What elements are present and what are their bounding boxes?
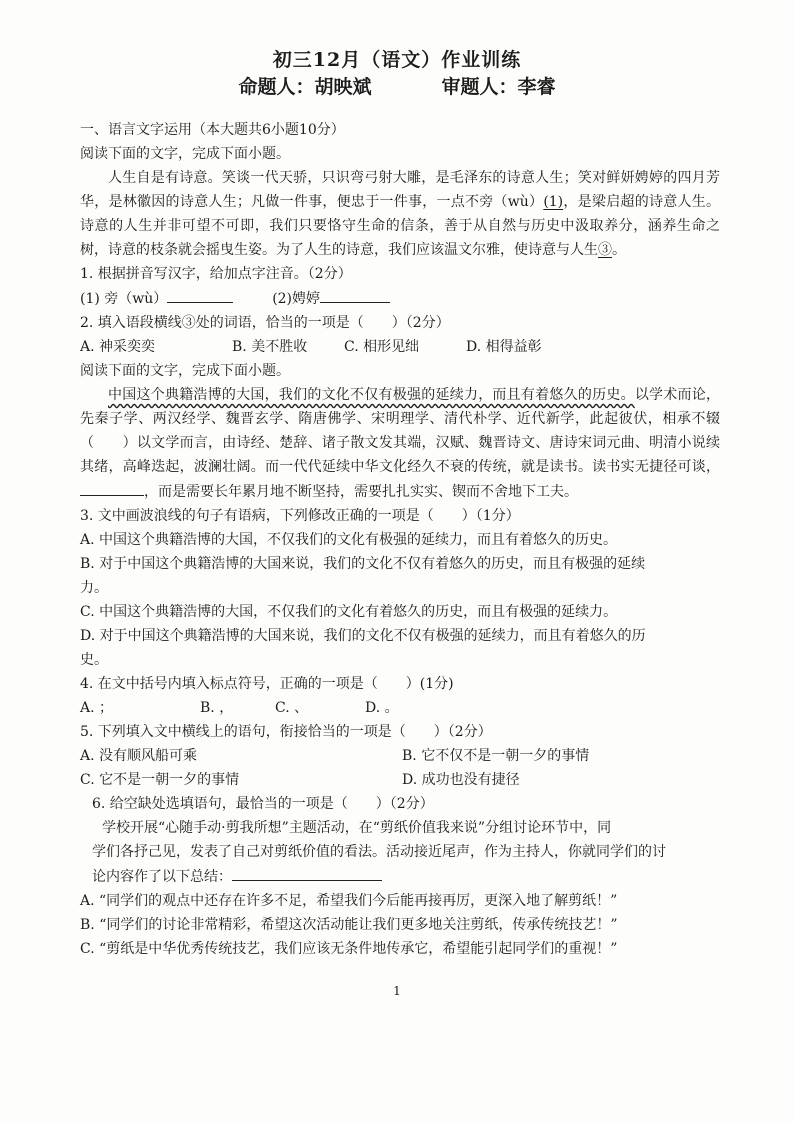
question-4-stem: 4. 在文中括号内填入标点符号，正确的一项是（ ）(1分) xyxy=(80,676,454,692)
q5-option-b[interactable]: B. 它不仅不是一朝一夕的事情 xyxy=(402,748,590,764)
q6-option-c[interactable]: C. “剪纸是中华优秀传统技艺，我们应该无条件地传承它，希望能引起同学们的重视！” xyxy=(80,941,618,957)
question-4-options xyxy=(80,696,720,720)
question-1-parts: (1) 旁（wù） (2)娉婷 xyxy=(80,286,720,311)
q4-option-d[interactable]: D. 。 xyxy=(365,700,399,716)
q4-option-a[interactable]: A. ； xyxy=(80,700,114,716)
page-title: 初三12月（语文）作业训练 xyxy=(272,49,522,71)
q2-option-a[interactable]: A. 神采奕奕 xyxy=(80,339,156,355)
q2-option-c[interactable]: C. 相形见绌 xyxy=(344,339,420,355)
answer-blank-2[interactable] xyxy=(320,286,390,303)
question-1-stem: 1. 根据拼音写汉字，给加点字注音。（2分） xyxy=(80,266,352,282)
q4-option-b[interactable]: B. ， xyxy=(200,700,234,716)
q5-option-d[interactable]: D. 成功也没有捷径 xyxy=(402,772,520,788)
q5-options-row-2 xyxy=(80,768,720,792)
question-5-stem: 5. 下列填入文中横线上的语句，衔接恰当的一项是（ ）（2分） xyxy=(80,724,492,740)
wavy-sentence: 中国这个典籍浩博的大国，我们的文化不仅有极强的延续力，而且有着悠久的历史。 xyxy=(108,387,635,403)
question-6-stem: 6. 给空缺处选填语句，最恰当的一项是（ ）（2分） xyxy=(92,796,434,812)
question-2-stem: 2. 填入语段横线③处的词语，恰当的一项是（ ）（2分） xyxy=(80,315,450,331)
section-heading: 一、语言文字运用（本大题共6小题10分） xyxy=(80,122,345,138)
reading-intro-1: 阅读下面的文字，完成下面小题。 xyxy=(80,146,290,162)
q6-body-2: 学们各抒己见，发表了自己对剪纸价值的看法。活动接近尾声，作为主持人，你就同学们的讨 xyxy=(92,844,666,860)
authors-line xyxy=(0,74,794,100)
q5-options-row-1 xyxy=(80,744,720,768)
q6-option-a[interactable]: A. “同学们的观点中还存在许多不足，希望我们今后能再接再厉，更深入地了解剪纸！” xyxy=(80,893,618,909)
q6-body-1: 学校开展“心随手动·剪我所想”主题活动，在“剪纸价值我来说”分组讨论环节中，同 xyxy=(102,820,612,836)
question-2-options xyxy=(80,335,720,359)
q6-answer-blank[interactable] xyxy=(232,864,382,881)
blank-3: ③ xyxy=(598,242,612,258)
question-3-stem: 3. 文中画波浪线的句子有语病，下列修改正确的一项是（ ）（1分） xyxy=(80,508,520,524)
q3-option-a[interactable]: A. 中国这个典籍浩博的大国，不仅我们的文化有极强的延续力，而且有着悠久的历史。 xyxy=(80,532,618,548)
header xyxy=(0,48,794,100)
q6-body-3: 论内容作了以下总结： xyxy=(80,864,720,889)
q4-option-c[interactable]: C. 、 xyxy=(275,700,309,716)
passage-2-blank xyxy=(80,479,144,496)
passage-2: 中国这个典籍浩博的大国，我们的文化不仅有极强的延续力，而且有着悠久的历史。以学术而论，先秦子学、两汉经学、魏晋玄学、隋唐佛学、宋明理学、清代朴学、近代新学，此起彼伏，相承不辍（ ）以文学而言，由诗经、楚辞、诸子散文发其端，汉赋、魏晋诗文、唐诗宋词元曲、明清小说续其绪，高峰迭起，波澜壮阔。而一代代延续中华文化经久不衰的传统，就是读书。读书实无捷径可谈，，而是需要长年累月地不断坚持，需要扎扎实实、锲而不舍地下工夫。 xyxy=(80,387,721,500)
setter-label: 命题人：胡映斌 xyxy=(238,76,372,98)
q3-option-c[interactable]: C. 中国这个典籍浩博的大国，不仅我们的文化有着悠久的历史，而且有极强的延续力。 xyxy=(80,604,618,620)
q2-option-b[interactable]: B. 美不胜收 xyxy=(232,339,308,355)
q3-option-b[interactable]: B. 对于中国这个典籍浩博的大国来说，我们的文化不仅有着悠久的历史，而且有极强的延续 xyxy=(80,556,646,572)
q5-option-c[interactable]: C. 它不是一朝一夕的事情 xyxy=(80,772,240,788)
reviewer-label: 审题人：李睿 xyxy=(441,76,556,98)
reading-intro-2: 阅读下面的文字，完成下面小题。 xyxy=(80,363,290,379)
q3-option-d[interactable]: D. 对于中国这个典籍浩博的大国来说，我们的文化不仅有极强的延续力，而且有着悠久的历 xyxy=(80,628,646,644)
passage-1: 人生自是有诗意。笑谈一代天骄，只识弯弓射大雕，是毛泽东的诗意人生；笑对鲜妍娉婷的四月芳华，是林徽因的诗意人生；凡做一件事，便忠于一件事，一点不旁（wù）(1)，是梁启超的诗意人生。诗意的人生并非可望不可即，我们只要恪守生命的信条，善于从自然与历史中汲取养分，涵养生命之树，诗意的枝条就会摇曳生姿。为了人生的诗意，我们应该温文尔雅，使诗意与人生③。 xyxy=(80,170,721,258)
q6-option-b[interactable]: B. “同学们的讨论非常精彩，希望这次活动能让我们更多地关注剪纸，传承传统技艺！” xyxy=(80,917,618,933)
q2-option-d[interactable]: D. 相得益彰 xyxy=(466,339,542,355)
q5-option-a[interactable]: A. 没有顺风船可乘 xyxy=(80,748,198,764)
answer-blank-1[interactable] xyxy=(167,286,233,303)
q3-option-b-cont: 力。 xyxy=(80,580,108,596)
page-number: 1 xyxy=(393,984,401,998)
blank-1: (1) xyxy=(543,194,564,210)
q3-option-d-cont: 史。 xyxy=(80,652,108,668)
content xyxy=(80,118,720,961)
